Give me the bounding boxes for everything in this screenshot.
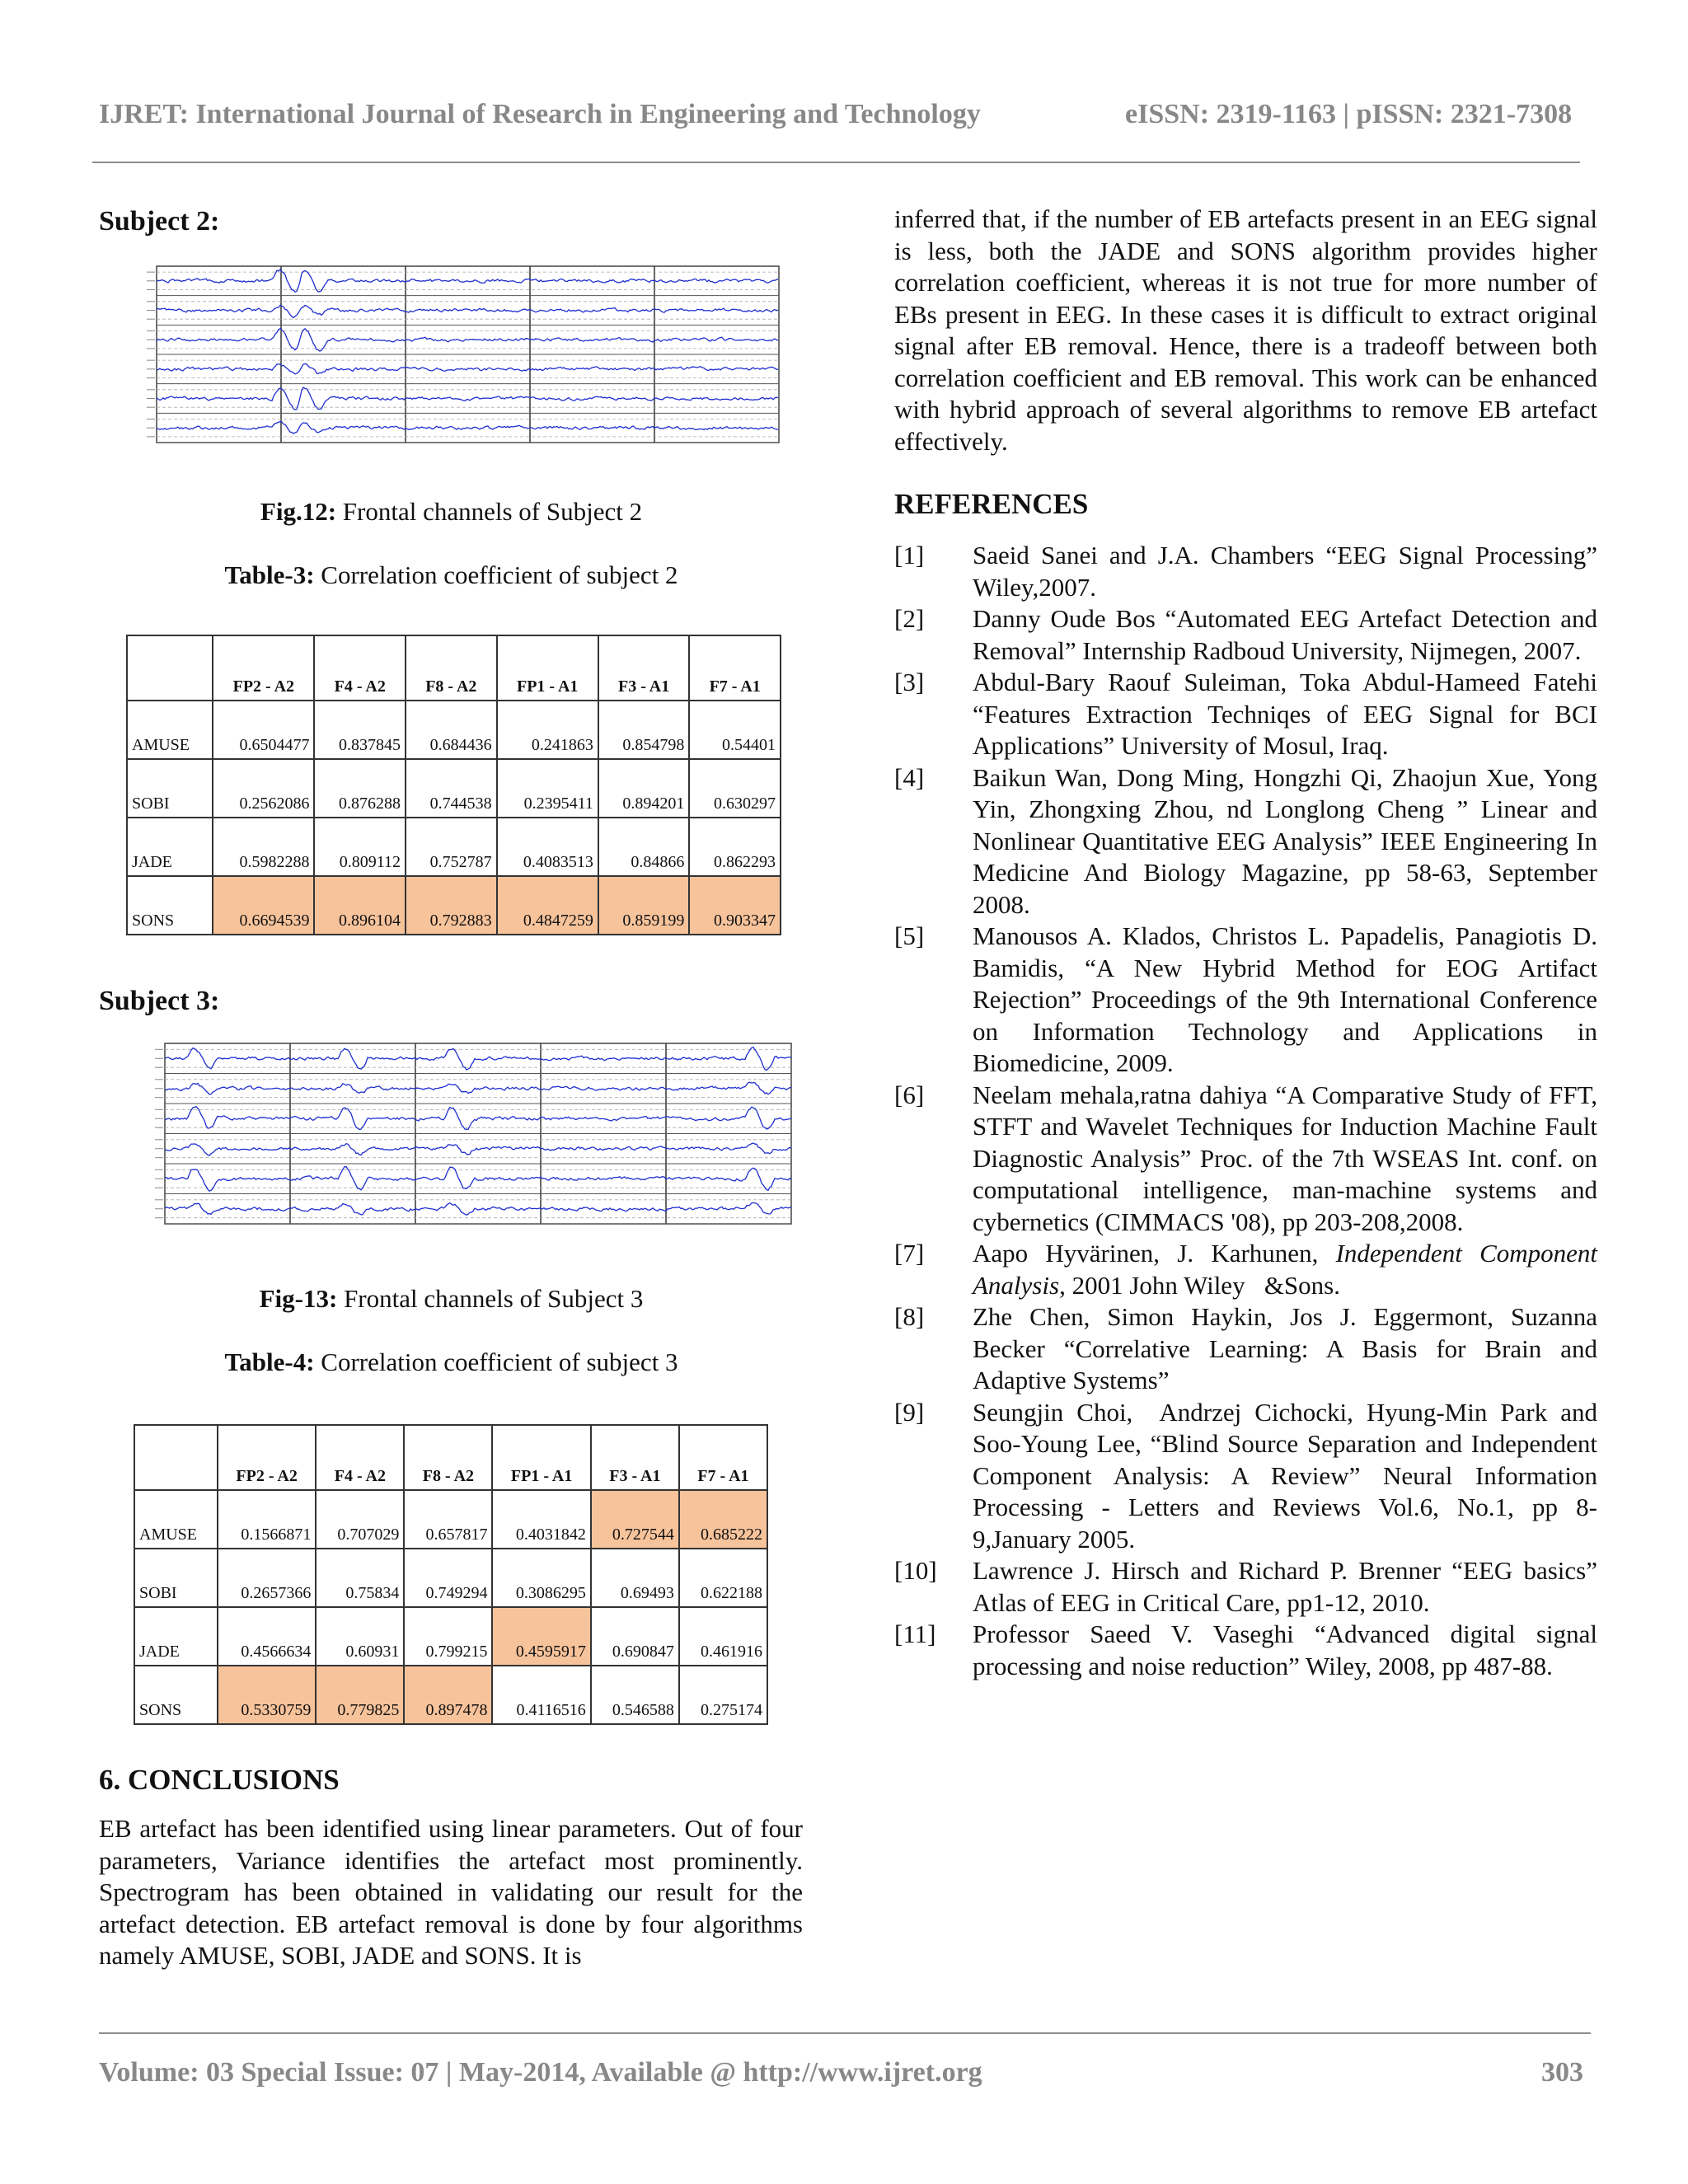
eeg-channel-trace bbox=[165, 1107, 791, 1130]
figure-12-caption bbox=[99, 497, 804, 527]
value-cell: 0.707029 bbox=[316, 1490, 404, 1549]
value-cell: 0.4116516 bbox=[492, 1666, 590, 1724]
row-label-cell: SOBI bbox=[134, 1549, 218, 1607]
reference-text: Abdul-Bary Raouf Suleiman, Toka Abdul-Hameed Fatehi “Features Extraction Techniqes of EEG Signal for BCI Applications” University of Mosul, Iraq. bbox=[973, 668, 1597, 760]
reference-number: [9] bbox=[894, 1397, 925, 1427]
eeg-channel-trace bbox=[157, 422, 778, 434]
reference-text bbox=[973, 1238, 1597, 1301]
value-cell: 0.84866 bbox=[598, 818, 690, 876]
reference-number: [8] bbox=[894, 1302, 925, 1331]
reference-title-italic: Independent Component Analysis bbox=[973, 1239, 1598, 1300]
table-4-text: Correlation coefficient of subject 3 bbox=[314, 1347, 678, 1376]
value-cell: 0.799215 bbox=[404, 1607, 492, 1666]
table-header-cell: F8 - A2 bbox=[404, 1425, 492, 1490]
value-cell: 0.6694539 bbox=[213, 876, 314, 935]
reference-authors: Aapo Hyvärinen, J. Karhunen, bbox=[973, 1239, 1336, 1268]
table-row bbox=[127, 876, 781, 935]
reference-number: [5] bbox=[894, 921, 925, 950]
value-cell: 0.792883 bbox=[406, 876, 497, 935]
eeg-channel-trace bbox=[157, 305, 778, 317]
table-header-cell: F7 - A1 bbox=[679, 1425, 767, 1490]
table-header-cell: F3 - A1 bbox=[591, 1425, 679, 1490]
eeg-channel-trace bbox=[157, 364, 778, 374]
table-3-text: Correlation coefficient of subject 2 bbox=[314, 560, 678, 589]
table-header-cell: F7 - A1 bbox=[689, 635, 781, 701]
value-cell: 0.4595917 bbox=[492, 1607, 590, 1666]
value-cell: 0.894201 bbox=[598, 759, 690, 818]
table-header-row bbox=[127, 635, 781, 701]
value-cell: 0.897478 bbox=[404, 1666, 492, 1724]
value-cell: 0.876288 bbox=[314, 759, 406, 818]
table-header-cell: FP1 - A1 bbox=[492, 1425, 590, 1490]
subject2-title: Subject 2: bbox=[99, 206, 220, 237]
value-cell: 0.1566871 bbox=[218, 1490, 316, 1549]
row-label-cell: JADE bbox=[127, 818, 213, 876]
table-row bbox=[127, 701, 781, 759]
value-cell: 0.275174 bbox=[679, 1666, 767, 1724]
reference-number: [2] bbox=[894, 604, 925, 633]
row-label-cell: SONS bbox=[127, 876, 213, 935]
reference-item bbox=[894, 1619, 1597, 1682]
value-cell: 0.4083513 bbox=[497, 818, 598, 876]
table-4 bbox=[134, 1424, 768, 1725]
reference-number: [10] bbox=[894, 1556, 937, 1585]
reference-text: Professor Saeed V. Vaseghi “Advanced digital signal processing and noise reduction” Wiley, 2008, pp 487-88. bbox=[973, 1619, 1597, 1680]
eeg-channel-trace bbox=[165, 1167, 791, 1192]
value-cell: 0.685222 bbox=[679, 1490, 767, 1549]
reference-item bbox=[894, 540, 1597, 603]
reference-item bbox=[894, 1555, 1597, 1619]
issn: eISSN: 2319-1163 | pISSN: 2321-7308 bbox=[1125, 99, 1573, 129]
eeg-channel-trace bbox=[165, 1082, 791, 1094]
reference-text: Manousos A. Klados, Christos L. Papadelis, Panagiotis D. Bamidis, “A New Hybrid Method for EOG Artifact Rejection” Proceedings of the 9th International Conference on Information Technology and Applications in Biomedicine, 2009. bbox=[973, 921, 1597, 1077]
value-cell: 0.630297 bbox=[689, 759, 781, 818]
table-corner-cell bbox=[127, 635, 213, 701]
table-4-label: Table-4: bbox=[224, 1347, 315, 1376]
value-cell: 0.809112 bbox=[314, 818, 406, 876]
conclusions-text-right: inferred that, if the number of EB artefacts present in an EEG signal is less, both the JADE and SONS algorithm provides higher correlation coefficient, whereas it is not true for more number of EBs present in EEG. In these cases it is difficult to extract original signal after EB removal. Hence, there is a tradeoff between both correlation coefficient and EB removal. This work can be enhanced with hybrid approach of several algorithms to remove EB artefact effectively. bbox=[894, 204, 1597, 456]
value-cell: 0.4031842 bbox=[492, 1490, 590, 1549]
value-cell: 0.749294 bbox=[404, 1549, 492, 1607]
value-cell: 0.859199 bbox=[598, 876, 690, 935]
row-label-cell: SONS bbox=[134, 1666, 218, 1724]
reference-text: Neelam mehala,ratna dahiya “A Comparative Study of FFT, STFT and Wavelet Techniques for Induction Machine Fault Diagnostic Analysis” Proc. of the 7th WSEAS Int. conf. on computational intelligence, man-machine systems and cybernetics (CIMMACS '08), pp 203-208,2008. bbox=[973, 1080, 1597, 1236]
row-label-cell: JADE bbox=[134, 1607, 218, 1666]
subject3-title: Subject 3: bbox=[99, 986, 220, 1016]
table-header-cell: F4 - A2 bbox=[314, 635, 406, 701]
table-row bbox=[134, 1666, 767, 1724]
value-cell: 0.2562086 bbox=[213, 759, 314, 818]
figure-13-text: Frontal channels of Subject 3 bbox=[337, 1284, 644, 1313]
value-cell: 0.622188 bbox=[679, 1549, 767, 1607]
eeg-plot-subject3 bbox=[132, 1037, 799, 1239]
reference-item bbox=[894, 1397, 1597, 1556]
table-header-cell: F4 - A2 bbox=[316, 1425, 404, 1490]
reference-number: [4] bbox=[894, 762, 925, 792]
footer-rule bbox=[99, 2032, 1591, 2034]
table-3-label: Table-3: bbox=[224, 560, 315, 589]
table-row bbox=[134, 1607, 767, 1666]
reference-text: Danny Oude Bos “Automated EEG Artefact Detection and Removal” Internship Radboud University, Nijmegen, 2007. bbox=[973, 604, 1597, 665]
eeg-channel-trace bbox=[157, 387, 778, 410]
table-header-cell: FP2 - A2 bbox=[213, 635, 314, 701]
value-cell: 0.752787 bbox=[406, 818, 497, 876]
value-cell: 0.5982288 bbox=[213, 818, 314, 876]
reference-number: [11] bbox=[894, 1619, 936, 1648]
eeg-channel-trace bbox=[165, 1047, 791, 1071]
value-cell: 0.4847259 bbox=[497, 876, 598, 935]
table-4-caption bbox=[99, 1347, 804, 1377]
table-3 bbox=[126, 635, 781, 935]
eeg-channel-trace bbox=[165, 1202, 791, 1215]
row-label-cell: AMUSE bbox=[134, 1490, 218, 1549]
reference-item bbox=[894, 762, 1597, 921]
conclusions-heading: 6. CONCLUSIONS bbox=[99, 1764, 340, 1796]
table-row bbox=[127, 759, 781, 818]
value-cell: 0.6504477 bbox=[213, 701, 314, 759]
header-rule bbox=[92, 162, 1580, 163]
value-cell: 0.727544 bbox=[591, 1490, 679, 1549]
figure-13-label: Fig-13: bbox=[259, 1284, 338, 1313]
table-row bbox=[134, 1490, 767, 1549]
reference-text: Seungjin Choi, Andrzej Cichocki, Hyung-Min Park and Soo-Young Lee, “Blind Source Separation and Independent Component Analysis: A Review” Neural Information Processing - Letters and Reviews Vol.6, No.1, pp 8-9,January 2005. bbox=[973, 1397, 1597, 1554]
value-cell: 0.854798 bbox=[598, 701, 690, 759]
reference-number: [6] bbox=[894, 1080, 925, 1109]
figure-12 bbox=[124, 260, 787, 457]
reference-item bbox=[894, 1080, 1597, 1239]
references-list bbox=[894, 540, 1597, 1682]
reference-number: [7] bbox=[894, 1239, 925, 1268]
row-label-cell: AMUSE bbox=[127, 701, 213, 759]
reference-text: Baikun Wan, Dong Ming, Hongzhi Qi, Zhaojun Xue, Yong Yin, Zhongxing Zhou, nd Longlong Cheng ” Linear and Nonlinear Quantitative EEG Analysis” IEEE Engineering In Medicine And Biology Magazine, pp 58-63, September 2008. bbox=[973, 762, 1597, 919]
page-number: 303 bbox=[1541, 2057, 1583, 2088]
value-cell: 0.461916 bbox=[679, 1607, 767, 1666]
value-cell: 0.60931 bbox=[316, 1607, 404, 1666]
value-cell: 0.690847 bbox=[591, 1607, 679, 1666]
value-cell: 0.862293 bbox=[689, 818, 781, 876]
references-heading: REFERENCES bbox=[894, 488, 1089, 520]
value-cell: 0.4566634 bbox=[218, 1607, 316, 1666]
footer-volume: Volume: 03 Special Issue: 07 | May-2014, Available @ http://www.ijret.org bbox=[99, 2057, 982, 2088]
table-3-caption bbox=[99, 560, 804, 590]
figure-12-label: Fig.12: bbox=[260, 497, 337, 526]
table-row bbox=[134, 1549, 767, 1607]
reference-number: [3] bbox=[894, 668, 925, 696]
reference-item bbox=[894, 603, 1597, 667]
value-cell: 0.657817 bbox=[404, 1490, 492, 1549]
value-cell: 0.896104 bbox=[314, 876, 406, 935]
value-cell: 0.54401 bbox=[689, 701, 781, 759]
reference-number: [1] bbox=[894, 541, 925, 569]
table-header-cell: FP2 - A2 bbox=[218, 1425, 316, 1490]
eeg-channel-trace bbox=[165, 1143, 791, 1155]
value-cell: 0.779825 bbox=[316, 1666, 404, 1724]
value-cell: 0.837845 bbox=[314, 701, 406, 759]
value-cell: 0.69493 bbox=[591, 1549, 679, 1607]
value-cell: 0.3086295 bbox=[492, 1549, 590, 1607]
table-corner-cell bbox=[134, 1425, 218, 1490]
value-cell: 0.903347 bbox=[689, 876, 781, 935]
figure-13 bbox=[132, 1037, 799, 1239]
reference-publisher: , 2001 John Wiley &Sons. bbox=[1059, 1270, 1340, 1300]
value-cell: 0.684436 bbox=[406, 701, 497, 759]
conclusions-text-left: EB artefact has been identified using linear parameters. Out of four parameters, Variance identifies the artefact most prominently. Spectrogram has been obtained in validating our result for the artefact detection. EB artefact removal is done by four algorithms namely AMUSE, SOBI, JADE and SONS. It is bbox=[99, 1814, 803, 1970]
figure-12-text: Frontal channels of Subject 2 bbox=[336, 497, 643, 526]
value-cell: 0.546588 bbox=[591, 1666, 679, 1724]
table-header-cell: F8 - A2 bbox=[406, 635, 497, 701]
reference-text: Saeid Sanei and J.A. Chambers “EEG Signal Processing” Wiley,2007. bbox=[973, 541, 1597, 602]
reference-item bbox=[894, 1301, 1597, 1397]
reference-text: Zhe Chen, Simon Haykin, Jos J. Eggermont, Suzanna Becker “Correlative Learning: A Basis for Brain and Adaptive Systems” bbox=[973, 1302, 1597, 1394]
reference-item bbox=[894, 1238, 1597, 1301]
value-cell: 0.241863 bbox=[497, 701, 598, 759]
value-cell: 0.5330759 bbox=[218, 1666, 316, 1724]
value-cell: 0.2657366 bbox=[218, 1549, 316, 1607]
figure-13-caption bbox=[99, 1284, 804, 1314]
eeg-plot-subject2 bbox=[124, 260, 787, 457]
table-header-cell: FP1 - A1 bbox=[497, 635, 598, 701]
row-label-cell: SOBI bbox=[127, 759, 213, 818]
eeg-channel-trace bbox=[157, 329, 778, 351]
eeg-channel-trace bbox=[157, 269, 778, 292]
value-cell: 0.75834 bbox=[316, 1549, 404, 1607]
reference-text: Lawrence J. Hirsch and Richard P. Brenner “EEG basics” Atlas of EEG in Critical Care, pp1-12, 2010. bbox=[973, 1556, 1597, 1617]
reference-item bbox=[894, 667, 1597, 762]
table-header-cell: F3 - A1 bbox=[598, 635, 690, 701]
value-cell: 0.744538 bbox=[406, 759, 497, 818]
value-cell: 0.2395411 bbox=[497, 759, 598, 818]
table-row bbox=[127, 818, 781, 876]
reference-item bbox=[894, 921, 1597, 1080]
table-header-row bbox=[134, 1425, 767, 1490]
journal-title: IJRET: International Journal of Research in Engineering and Technology bbox=[99, 99, 981, 129]
